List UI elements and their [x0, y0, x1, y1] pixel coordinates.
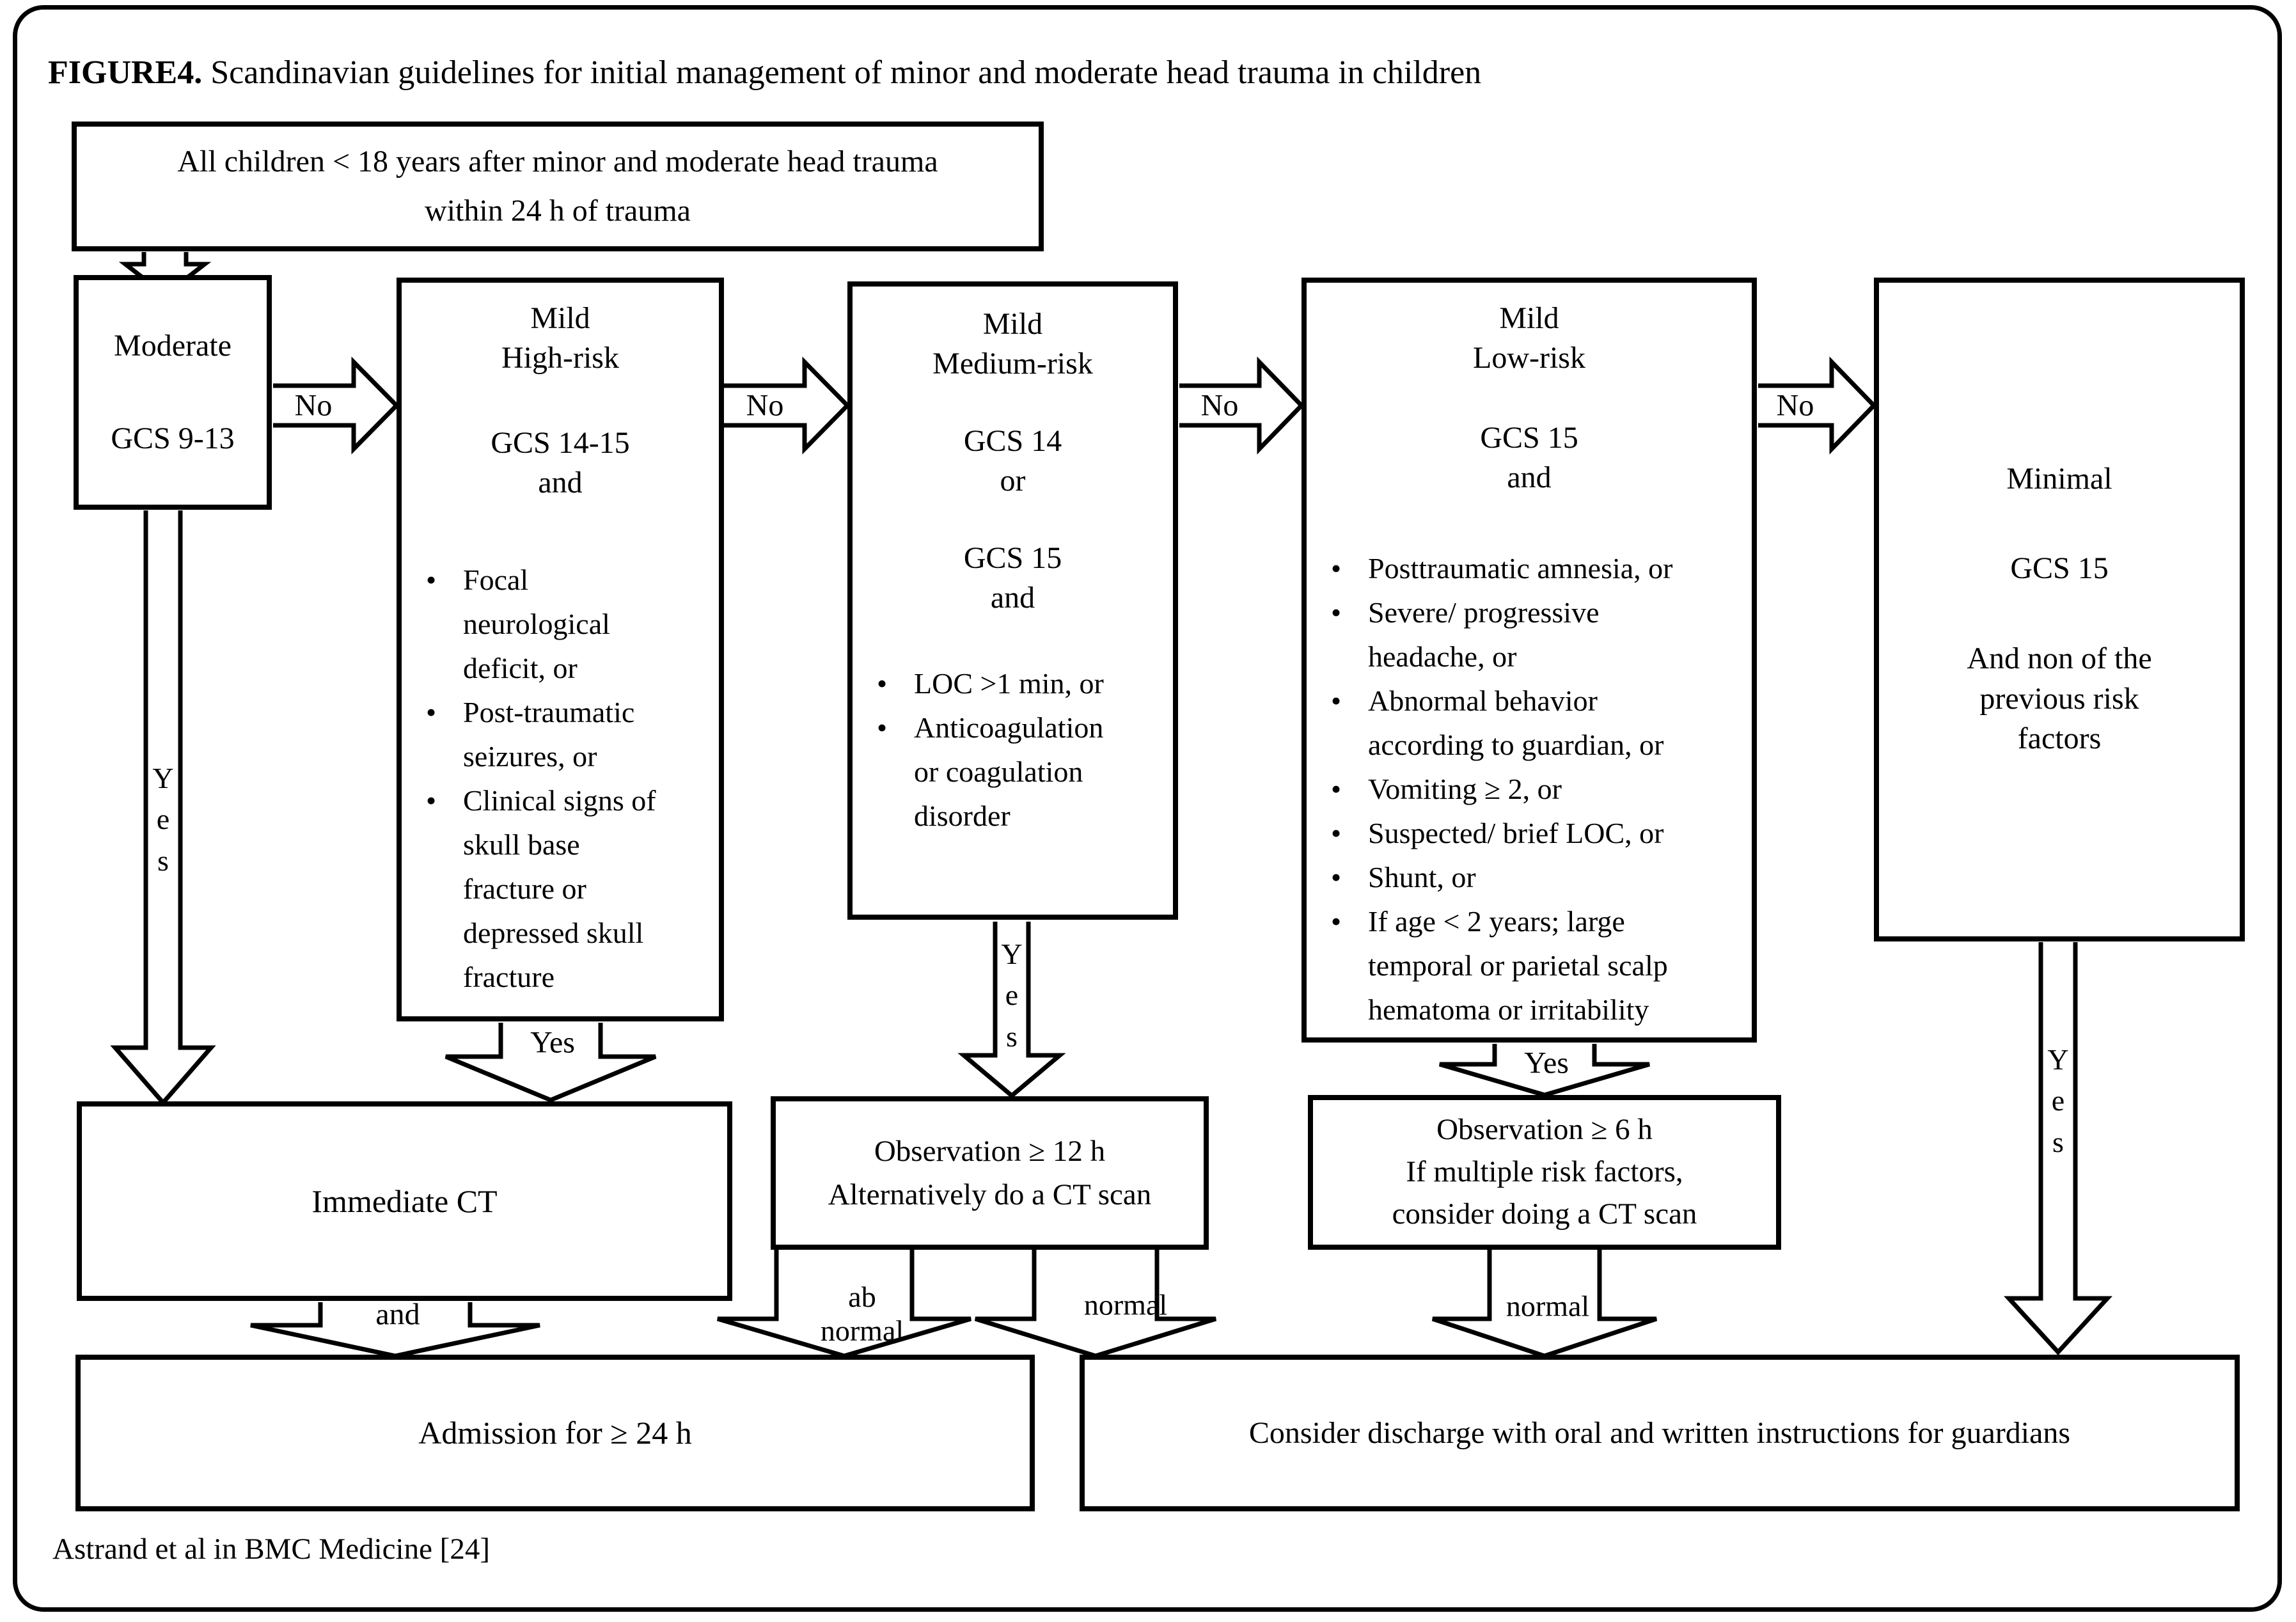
edge-label-yes-moderate: Yes — [152, 762, 174, 877]
bullet-line: or coagulation — [914, 755, 1083, 789]
bullet-line: Post-traumatic — [463, 695, 635, 728]
bullet-icon: • — [426, 695, 437, 728]
bullet-line: LOC >1 min, or — [914, 667, 1104, 700]
mild-low-gcs-join: and — [1507, 461, 1552, 495]
bullet-line: fracture or — [463, 872, 586, 905]
figure-caption: Astrand et al in BMC Medicine [24] — [52, 1532, 490, 1566]
bullet-icon: • — [877, 667, 888, 700]
edge-label-yes-minimal: Yes — [2047, 1043, 2069, 1158]
immediate-ct-label: Immediate CT — [311, 1183, 498, 1219]
mild-medium-title-2: Medium-risk — [932, 347, 1093, 381]
entry-line-1: All children < 18 years after minor and moderate head trauma — [177, 144, 938, 178]
bullet-icon: • — [426, 783, 437, 817]
bullet-icon: • — [426, 563, 437, 596]
bullet-line: Clinical signs of — [463, 783, 656, 817]
bullet-item — [402, 690, 719, 778]
node-entry — [72, 122, 1044, 251]
arrow-no-4 — [1758, 362, 1874, 449]
bullet-line: Vomiting ≥ 2, or — [1368, 772, 1562, 805]
discharge-label: Consider discharge with oral and written instructions for guardians — [1248, 1415, 2071, 1450]
edge-label-abnormal-top: ab — [848, 1280, 876, 1313]
bullet-line: Anticoagulation — [914, 711, 1104, 744]
bullet-line: deficit, or — [463, 651, 578, 684]
figure-title — [48, 54, 1481, 91]
edge-label-normal-low: normal — [1506, 1289, 1590, 1323]
admission-label: Admission for ≥ 24 h — [418, 1415, 692, 1451]
bullet-line: headache, or — [1368, 640, 1517, 673]
minimal-gcs: GCS 15 — [2010, 551, 2109, 586]
mild-high-gcs — [491, 423, 629, 503]
minimal-note — [1967, 639, 2151, 759]
bullet-line: Posttraumatic amnesia, or — [1368, 551, 1673, 585]
entry-line-2: within 24 h of trauma — [425, 193, 691, 228]
node-immediate-ct — [77, 1101, 732, 1301]
bullet-item — [402, 778, 719, 999]
bullet-line: fracture — [463, 960, 554, 993]
edge-label-no-4: No — [1776, 388, 1814, 423]
bullet-icon: • — [877, 711, 888, 744]
arrow-no-1 — [273, 362, 397, 449]
bullet-line: depressed skull — [463, 916, 644, 949]
edge-label-yes-medium: Yes — [1001, 938, 1023, 1053]
bullet-line: Abnormal behavior — [1368, 684, 1598, 717]
arrow-no-2 — [724, 362, 847, 449]
mild-low-heading — [1473, 299, 1585, 379]
mild-medium-gcs2: GCS 15 — [963, 540, 1062, 575]
moderate-gcs: GCS 9-13 — [111, 421, 235, 455]
bullet-item — [402, 558, 719, 690]
bullet-item — [1307, 679, 1752, 767]
figure-number: FIGURE4. — [48, 54, 203, 91]
edge-label-no-3: No — [1200, 388, 1239, 423]
mild-high-bullet-list — [402, 558, 719, 999]
mild-high-title-1: Mild — [530, 301, 590, 335]
observation-6h-line-1: Observation ≥ 6 h — [1436, 1113, 1653, 1147]
mild-low-gcs-value: GCS 15 — [1480, 420, 1578, 455]
bullet-line: hematoma or irritability — [1368, 993, 1649, 1026]
mild-high-heading — [501, 299, 619, 379]
bullet-item — [853, 661, 1173, 705]
bullet-item — [1307, 899, 1752, 1032]
mild-medium-bullet-list — [853, 661, 1173, 838]
edge-label-no-1: No — [294, 388, 333, 423]
minimal-note-line: factors — [2017, 721, 2102, 756]
bullet-icon: • — [1331, 595, 1342, 629]
mild-low-title-1: Mild — [1499, 301, 1559, 335]
edge-label-and: and — [375, 1297, 420, 1332]
minimal-note-line: And non of the — [1967, 642, 2152, 676]
observation-6h-line-2: If multiple risk factors, — [1406, 1155, 1683, 1189]
mild-high-gcs-value: GCS 14-15 — [491, 425, 630, 460]
node-minimal — [1874, 278, 2245, 941]
edge-label-abnormal-bottom: normal — [820, 1314, 904, 1347]
edge-label-abnormal — [821, 1280, 904, 1348]
mild-low-title-2: Low-risk — [1473, 341, 1585, 375]
mild-medium-title-1: Mild — [982, 307, 1043, 341]
minimal-title: Minimal — [2006, 462, 2112, 496]
observation-12h-line-2: Alternatively do a CT scan — [828, 1178, 1152, 1211]
bullet-icon: • — [1331, 684, 1342, 717]
bullet-line: according to guardian, or — [1368, 728, 1664, 761]
node-mild-low-risk — [1301, 278, 1757, 1043]
bullet-line: Severe/ progressive — [1368, 595, 1600, 629]
bullet-item — [1307, 590, 1752, 679]
bullet-line: skull base — [463, 828, 580, 861]
mild-low-gcs — [1480, 418, 1578, 498]
bullet-item — [1307, 811, 1752, 855]
arrow-no-3 — [1179, 362, 1301, 449]
bullet-icon: • — [1331, 816, 1342, 849]
mild-high-gcs-join: and — [538, 466, 583, 500]
bullet-item — [1307, 767, 1752, 811]
mild-high-title-2: High-risk — [501, 341, 619, 375]
mild-low-bullet-list — [1307, 546, 1752, 1032]
bullet-line: If age < 2 years; large — [1368, 904, 1625, 938]
bullet-icon: • — [1331, 904, 1342, 938]
bullet-icon: • — [1331, 860, 1342, 894]
minimal-note-line: previous risk — [1979, 681, 2139, 716]
mild-medium-join2: and — [990, 580, 1035, 615]
edge-label-yes-high: Yes — [530, 1025, 575, 1060]
bullet-line: disorder — [914, 799, 1010, 833]
bullet-line: Focal — [463, 563, 529, 596]
node-observation-12h — [771, 1096, 1209, 1250]
figure-title-text: Scandinavian guidelines for initial management of minor and moderate head trauma in children — [202, 54, 1482, 91]
node-mild-medium-risk — [847, 281, 1178, 920]
bullet-line: temporal or parietal scalp — [1368, 949, 1668, 982]
bullet-item — [1307, 546, 1752, 590]
edge-label-no-2: No — [746, 388, 784, 423]
bullet-icon: • — [1331, 551, 1342, 585]
bullet-line: Suspected/ brief LOC, or — [1368, 816, 1664, 849]
edge-label-normal-mid: normal — [1083, 1288, 1168, 1321]
mild-medium-gcs-15 — [964, 539, 1062, 618]
mild-medium-gcs1: GCS 14 — [963, 423, 1062, 458]
bullet-line: seizures, or — [463, 739, 597, 773]
bullet-line: Shunt, or — [1368, 860, 1476, 894]
node-discharge — [1080, 1355, 2240, 1511]
node-observation-6h — [1308, 1095, 1781, 1250]
observation-12h-line-1: Observation ≥ 12 h — [874, 1134, 1106, 1168]
node-admission — [75, 1355, 1035, 1511]
bullet-item — [1307, 855, 1752, 899]
bullet-item — [853, 705, 1173, 838]
edge-label-yes-low: Yes — [1524, 1046, 1569, 1080]
bullet-line: neurological — [463, 607, 610, 640]
mild-medium-heading — [932, 304, 1093, 384]
node-moderate — [74, 275, 272, 510]
observation-6h-line-3: consider doing a CT scan — [1392, 1197, 1697, 1231]
moderate-title: Moderate — [114, 329, 232, 363]
mild-medium-gcs-14 — [964, 421, 1062, 501]
mild-medium-join1: or — [1000, 464, 1026, 498]
node-mild-high-risk — [397, 278, 724, 1021]
bullet-icon: • — [1331, 772, 1342, 805]
